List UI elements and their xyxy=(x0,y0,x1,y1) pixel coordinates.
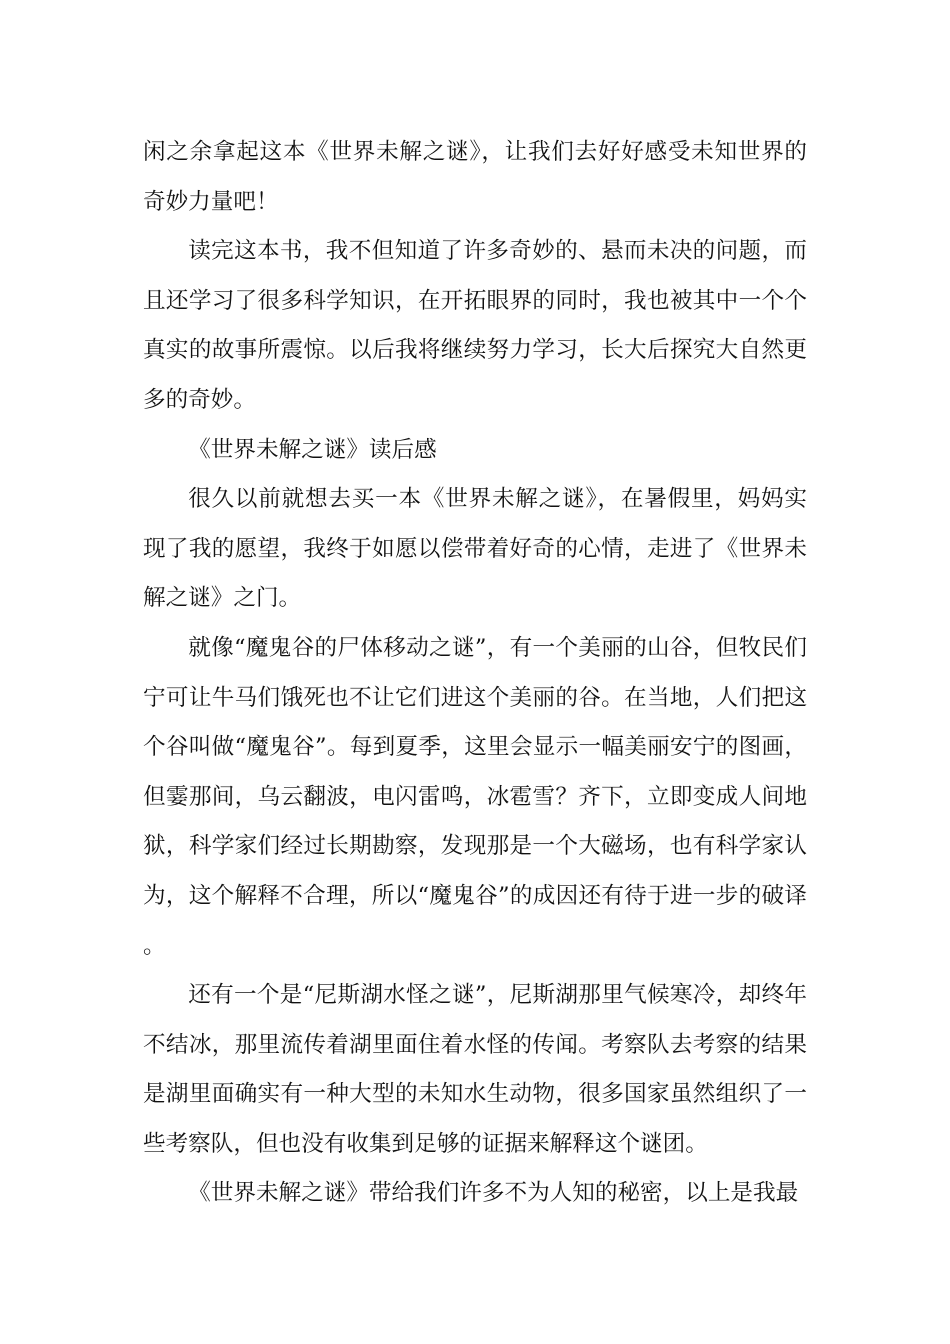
body-text xyxy=(143,128,807,1219)
section-title: 《世界未解之谜》读后感 xyxy=(188,436,437,463)
paragraph-3: 很久以前就想去买一本《世界未解之谜》，在暑假里，妈妈实现了我的愿望，我终于如愿以偿带着好奇的心情，走进了《世界未解之谜》之门。 xyxy=(143,486,807,612)
paragraph-1: 闲之余拿起这本《世界未解之谜》，让我们去好好感受未知世界的奇妙力量吧！ xyxy=(143,139,807,215)
paragraph-5: 还有一个是“尼斯湖水怪之谜”，尼斯湖那里气候寒冷，却终年不结冰，那里流传着湖里面住着水怪的传闻。考察队去考察的结果是湖里面确实有一种大型的未知水生动物，很多国家虽然组织了一些考察队，但也没有收集到足够的证据来解释这个谜团。 xyxy=(143,982,807,1157)
paragraph-2: 读完这本书，我不但知道了许多奇妙的、悬而未决的问题，而且还学习了很多科学知识，在开拓眼界的同时，我也被其中一个个真实的故事所震惊。以后我将继续努力学习，长大后探究大自然更多的奇妙。 xyxy=(143,238,807,413)
paragraph-6: 《世界未解之谜》带给我们许多不为人知的秘密，以上是我最 xyxy=(188,1180,799,1207)
paragraph-4: 就像“魔鬼谷的尸体移动之谜”，有一个美丽的山谷，但牧民们宁可让牛马们饿死也不让它们进这个美丽的谷。在当地，人们把这个谷叫做“魔鬼谷”。每到夏季，这里会显示一幅美丽安宁的图画，但霎那间，乌云翻波，电闪雷鸣，冰雹雪？齐下，立即变成人间地狱，科学家们经过长期勘察，发现那是一个大磁场，也有科学家认为，这个解释不合理，所以“魔鬼谷”的成因还有待于进一步的破译。 xyxy=(143,634,807,959)
